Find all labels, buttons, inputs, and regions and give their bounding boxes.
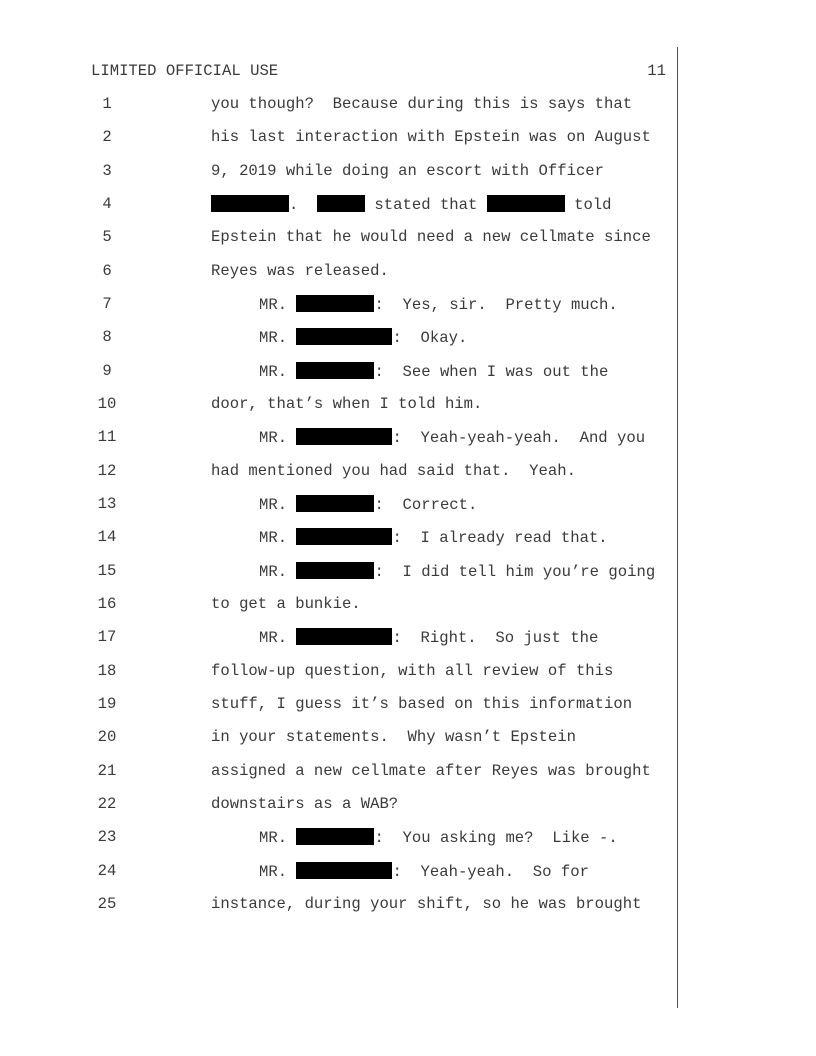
line-text: MR. : Yes, sir. Pretty much.: [259, 296, 618, 314]
transcript-line: [0, 95, 672, 117]
transcript-line: [0, 728, 672, 750]
transcript-line: [0, 595, 672, 617]
transcript-line: [0, 328, 672, 350]
transcript-line: [0, 695, 672, 717]
redaction-box: [296, 328, 392, 345]
transcript-line: [0, 562, 672, 584]
line-number: 6: [102, 262, 112, 280]
line-text: instance, during your shift, so he was brought: [211, 895, 642, 913]
redaction-box: [487, 195, 565, 212]
redaction-box: [296, 362, 374, 379]
transcript-line: [0, 128, 672, 150]
line-text: had mentioned you had said that. Yeah.: [211, 462, 576, 480]
line-number: 5: [102, 228, 112, 246]
redaction-box: [296, 828, 374, 845]
line-text: MR. : I did tell him you’re going: [259, 563, 656, 581]
redaction-box: [296, 528, 392, 545]
transcript-line: [0, 462, 672, 484]
line-text: MR. : Right. So just the: [259, 629, 599, 647]
line-number: 12: [97, 462, 117, 480]
transcript-line: [0, 762, 672, 784]
transcript-line: [0, 528, 672, 550]
line-text: MR. : You asking me? Like -.: [259, 829, 618, 847]
line-number: 25: [97, 895, 117, 913]
page-number: 11: [647, 62, 666, 80]
line-text: assigned a new cellmate after Reyes was brought: [211, 762, 651, 780]
line-text: door, that’s when I told him.: [211, 395, 483, 413]
transcript-line: [0, 428, 672, 450]
line-text: downstairs as a WAB?: [211, 795, 399, 813]
line-number: 1: [102, 95, 112, 113]
line-number: 22: [97, 795, 117, 813]
line-number: 7: [102, 295, 112, 313]
line-text: follow-up question, with all review of this: [211, 662, 614, 680]
line-text: his last interaction with Epstein was on August: [211, 128, 651, 146]
transcript-line: [0, 628, 672, 650]
redaction-box: [211, 195, 289, 212]
classification-header: LIMITED OFFICIAL USE: [91, 62, 279, 80]
line-number: 8: [102, 328, 112, 346]
redaction-box: [296, 862, 392, 879]
transcript-line: [0, 795, 672, 817]
transcript-line: [0, 162, 672, 184]
line-number: 15: [97, 562, 117, 580]
line-text: you though? Because during this is says that: [211, 95, 633, 113]
transcript-line: [0, 662, 672, 684]
line-text: MR. : Yeah-yeah-yeah. And you: [259, 429, 646, 447]
line-number: 21: [97, 762, 117, 780]
line-number: 11: [97, 428, 117, 446]
transcript-line: [0, 495, 672, 517]
line-number: 14: [97, 528, 117, 546]
line-text: MR. : Correct.: [259, 496, 478, 514]
line-number: 4: [102, 195, 112, 213]
line-number: 24: [97, 862, 117, 880]
line-number: 17: [97, 628, 117, 646]
line-number: 18: [97, 662, 117, 680]
line-text: stuff, I guess it’s based on this information: [211, 695, 633, 713]
line-number: 3: [102, 162, 112, 180]
line-number: 10: [97, 395, 117, 413]
line-text: MR. : Okay.: [259, 329, 468, 347]
line-text: MR. : See when I was out the: [259, 363, 609, 381]
transcript-line: [0, 395, 672, 417]
transcript-line: [0, 362, 672, 384]
transcript-line: [0, 828, 672, 850]
line-text: MR. : Yeah-yeah. So for: [259, 863, 589, 881]
line-number: 19: [97, 695, 117, 713]
transcript-line: [0, 228, 672, 250]
line-text: Reyes was released.: [211, 262, 389, 280]
right-margin-rule: [677, 47, 678, 1008]
line-text: Epstein that he would need a new cellmate since: [211, 228, 651, 246]
line-number: 9: [102, 362, 112, 380]
line-text: . stated that told: [211, 195, 612, 214]
redaction-box: [296, 295, 374, 312]
line-number: 23: [97, 828, 117, 846]
redaction-box: [296, 628, 392, 645]
transcript-line: [0, 195, 672, 217]
transcript-line: [0, 295, 672, 317]
line-text: in your statements. Why wasn’t Epstein: [211, 728, 576, 746]
redaction-box: [317, 195, 365, 212]
redaction-box: [296, 495, 374, 512]
line-text: MR. : I already read that.: [259, 529, 608, 547]
line-number: 20: [97, 728, 117, 746]
line-number: 16: [97, 595, 117, 613]
redaction-box: [296, 562, 374, 579]
transcript-line: [0, 862, 672, 884]
redaction-box: [296, 428, 392, 445]
line-number: 13: [97, 495, 117, 513]
transcript-line: [0, 262, 672, 284]
line-number: 2: [102, 128, 112, 146]
transcript-line: [0, 895, 672, 917]
line-text: 9, 2019 while doing an escort with Officer: [211, 162, 605, 180]
line-text: to get a bunkie.: [211, 595, 361, 613]
